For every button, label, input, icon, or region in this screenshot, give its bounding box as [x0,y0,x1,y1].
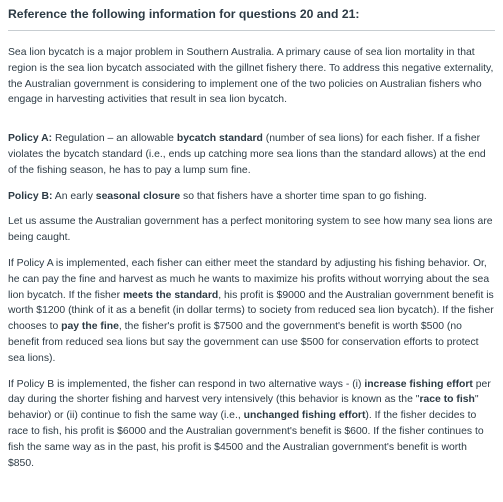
policy-a-label: Policy A: [8,133,53,145]
policy-a-text-2: (number of sea lions) for each fisher. If a fisher violates the bycatch standard (i.e., ends up catching more sea lions than the standard allows) at the end of the fishing season, he has to pay a lump sum fine. [8,133,486,176]
race-to-fish-term: race to fish [419,394,475,406]
question-reference-heading: Reference the following information for questions 20 and 21: [8,7,360,21]
policy-b-paragraph [8,189,495,205]
policy-b-label: Policy B: [8,190,53,202]
pay-fine-term: pay the fine [61,321,119,333]
seasonal-closure-term: seasonal closure [95,190,181,202]
policy-b-detail-text-1: If Policy B is implemented, the fisher can respond in two alternative ways - (i) [8,378,365,390]
intro-paragraph: Sea lion bycatch is a major problem in Southern Australia. A primary cause of sea lion mortality in that region is the sea lion bycatch associated with the gillnet fishery there. To address this negative externality, the Australian government is considering to implement one of the two policies on Australian fishers who engage in harvesting activities that result in sea lion bycatch. [8,47,494,106]
increase-effort-term: increase fishing effort [364,378,473,390]
policy-b-text-1: An early [52,190,96,202]
heading-divider [8,30,495,31]
policy-a-detail-text-3: , the fisher's profit is $7500 and the government's benefit is worth $500 (no benefit from reduced sea lions but say the government can use $500 for conservation efforts to protect sea lions). [8,321,479,364]
policy-b-text-2: so that fishers have a shorter time span to go fishing. [180,190,427,202]
bycatch-standard-term: bycatch standard [176,133,263,145]
policy-a-detail-paragraph [8,256,495,367]
unchanged-effort-term: unchanged fishing effort [243,410,366,422]
policy-a-paragraph [8,131,495,178]
policy-b-detail-text-2: per day during the shorter fishing and harvest very intensively (this behavior is known as the " [8,378,491,406]
monitoring-paragraph: Let us assume the Australian government has a perfect monitoring system to see how many sea lions are being caught. [8,216,493,244]
policy-a-detail-text-2: , his profit is $9000 and the Australian government benefit is worth $1200 (think of it as a benefit (in dollar terms) to society from reduced sea lion bycatch). If the fisher chooses to [8,289,494,333]
policy-b-detail-paragraph [8,377,495,472]
policy-b-detail-text-4: ). If the fisher decides to race to fish, his profit is $6000 and the Australian government's benefit is $600. If the fisher continues to fish the same way as in the past, his profit is $4500 and the Australian government's benefit is worth $850. [8,410,484,469]
meets-standard-term: meets the standard [122,289,219,301]
policy-b-detail-text-3: " behavior) or (ii) continue to fish the same way (i.e., [8,394,479,422]
policy-a-text-1: Regulation – an allowable [52,133,177,145]
policy-a-detail-text-1: If Policy A is implemented, each fisher can either meet the standard by adjusting his fishing behavior. Or, he can pay the fine and harvest as much he wants to maximize his profits without worrying about the sea lion bycatch. If the fisher [8,257,490,301]
